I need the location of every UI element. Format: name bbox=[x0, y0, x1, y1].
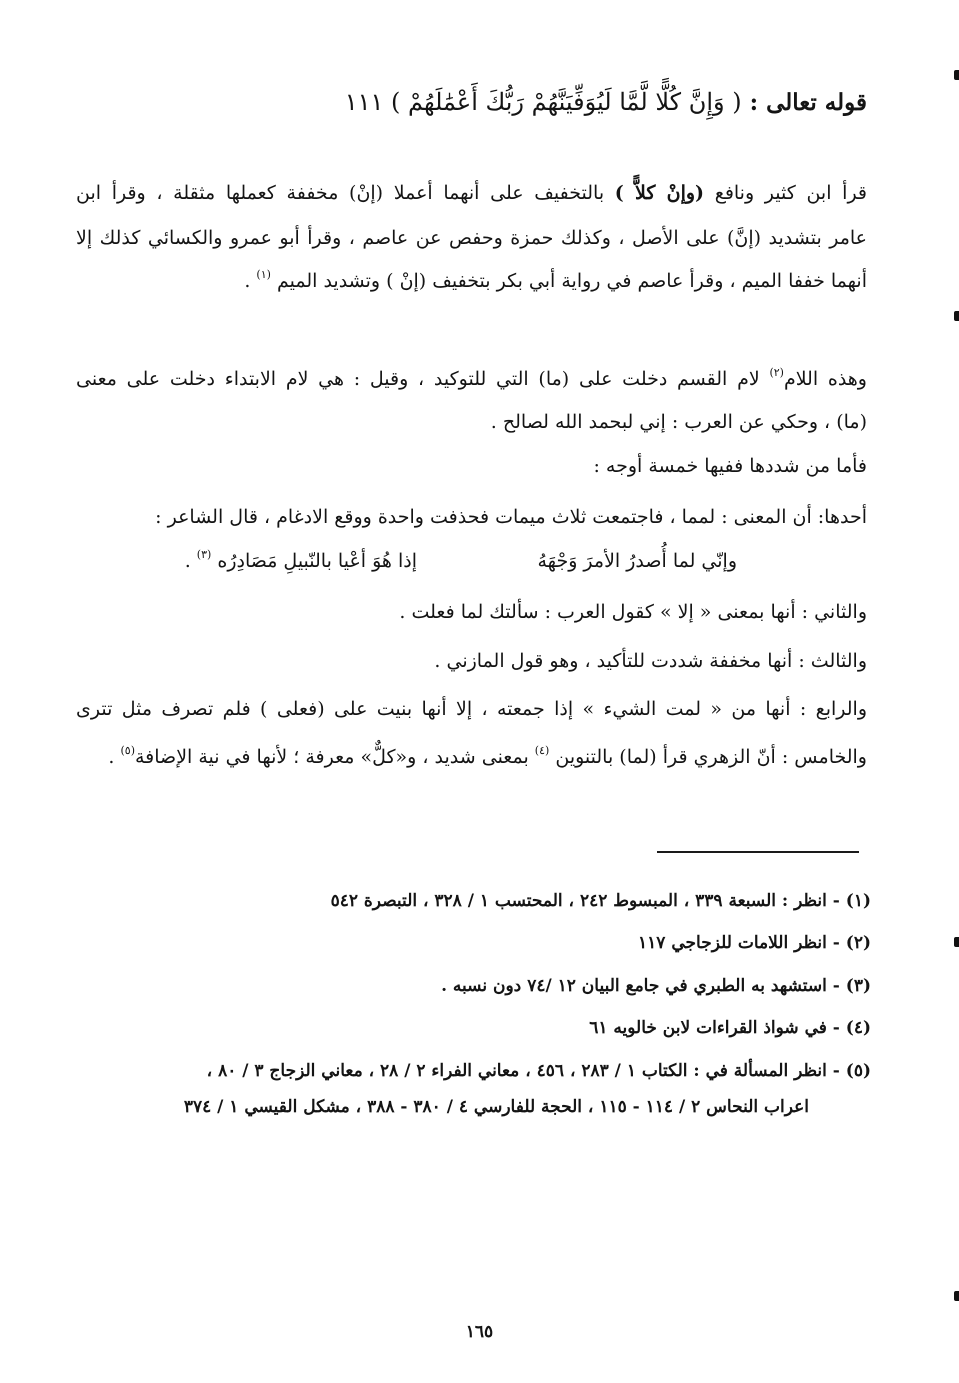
paragraph-1-line-2: عامر بتشديد (إنَّ) على الأصل ، وكذلك حمزة وحفص عن عاصم ، وقرأ أبو عمرو والكسائي كذلك إلا bbox=[76, 227, 867, 249]
text-span: . bbox=[184, 550, 191, 572]
text-span: إذا هُوَ أعْيا بالنّبيلِ مَصَادِرُه bbox=[217, 550, 417, 572]
text-span: قرأ ابن كثير ونافع bbox=[714, 182, 868, 204]
text-span: . bbox=[108, 746, 115, 768]
scan-edge-mark bbox=[954, 937, 959, 947]
scan-edge-mark bbox=[954, 1291, 959, 1301]
footnote-2: (٢) - انظر اللامات للزجاجي ١١٧ bbox=[638, 933, 871, 953]
poem-first-hemistich: وإنّي لما أُصدرُ الأمرَ وَجْهَهُ bbox=[537, 550, 737, 572]
footnote-separator bbox=[657, 851, 859, 853]
paragraph-2-line-6: والثالث : أنها مخففة شددت للتأكيد ، وهو قول المازني . bbox=[434, 650, 867, 672]
footnote-ref: (١) bbox=[256, 268, 271, 281]
footnote-ref: (٣) bbox=[196, 548, 212, 561]
paragraph-2-line-4: أحدها: أن المعنى : لمما ، فاجتمعت ثلاث ميمات فحذفت واحدة ووقع الادغام ، قال الشاعر : bbox=[155, 506, 867, 528]
poem-verse bbox=[76, 546, 867, 578]
paragraph-2-line-7: والرابع : أنها من « لمت الشيء » إذا جمعته ، إلا أنها بنيت على (فعلى ) فلم تصرف مثل تترى bbox=[76, 698, 867, 720]
quran-verse: ( وَإِنَّ كُلًّا لَّمَّا لَيُوَفِّيَنَّهُمْ رَبُّكَ أَعْمَٰلَهُمْ ) ١١١ bbox=[344, 88, 742, 116]
footnote-ref: (٥) bbox=[120, 744, 135, 757]
text-span: . bbox=[244, 270, 251, 292]
text-span: أنهما خففا الميم ، وقرأ عاصم في رواية أبي بكر بتخفيف (إنْ ) وتشديد الميم bbox=[276, 270, 867, 292]
footnote-1: (١) - انظر : السبعة ٣٣٩ ، المبسوط ٢٤٢ ، المحتسب ١ / ٣٢٨ ، التبصرة ٥٤٢ bbox=[330, 891, 871, 911]
verse-heading bbox=[345, 84, 867, 121]
paragraph-2-line-5: والثاني : أنها بمعنى « إلا » كقول العرب : سألتك لما فعلت . bbox=[399, 601, 867, 623]
scan-edge-mark bbox=[954, 311, 959, 321]
paragraph-2-line-1 bbox=[76, 364, 867, 397]
poem-second-hemistich bbox=[185, 546, 417, 579]
paragraph-2-line-2: (ما) ، وحكي عن العرب : إني لبحمد الله لصالح . bbox=[490, 411, 867, 433]
text-span: والخامس : أنّ الزهري قرأ (لما) بالتنوين bbox=[555, 746, 867, 768]
verse-heading-lead: قوله تعالى : bbox=[749, 89, 867, 116]
footnote-ref: (٤) bbox=[534, 744, 550, 757]
text-span: وهذه اللام bbox=[783, 368, 867, 390]
footnote-5: (٥) - انظر المسألة في : الكتاب ١ / ٢٨٣ ، ٤٥٦ ، معاني الفراء ٢ / ٢٨ ، معاني الزجاج ٣ / ٨٠ ، bbox=[206, 1061, 871, 1081]
paragraph-1-line-1 bbox=[76, 178, 867, 208]
page-number: ١٦٥ bbox=[465, 1322, 494, 1342]
footnote-ref: (٢) bbox=[769, 366, 784, 379]
paragraph-1-line-3 bbox=[76, 266, 867, 299]
scan-edge-mark bbox=[954, 70, 959, 80]
quoted-reading: (وإنْ كلاًّ ) bbox=[614, 182, 705, 204]
footnote-4: (٤) - في شواذ القراءات لابن خالويه ٦١ bbox=[589, 1018, 871, 1038]
paragraph-2-line-3: فأما من شددها ففيها خمسة أوجه : bbox=[593, 455, 867, 477]
footnote-5-continued: اعراب النحاس ٢ / ١١٤ - ١١٥ ، الحجة للفارسي ٤ / ٣٨٠ - ٣٨٨ ، مشكل القيسي ١ / ٣٧٤ bbox=[183, 1097, 809, 1117]
text-span: بالتخفيف على أنهما أعملا (إنْ) مخففة كعملها مثقلة ، وقرأ ابن bbox=[76, 182, 605, 204]
text-span: لام القسم دخلت على (ما) التي للتوكيد ، وقيل : هي لام الابتداء دخلت على معنى bbox=[76, 368, 760, 390]
text-span: بمعنى شديد ، و«كلٌّ» معرفة ؛ لأنها في نية الإضافة bbox=[135, 746, 529, 768]
paragraph-2-line-8 bbox=[76, 742, 867, 775]
footnote-3: (٣) - استشهد به الطبري في جامع البيان ١٢ /٧٤ دون نسبه . bbox=[441, 976, 871, 996]
